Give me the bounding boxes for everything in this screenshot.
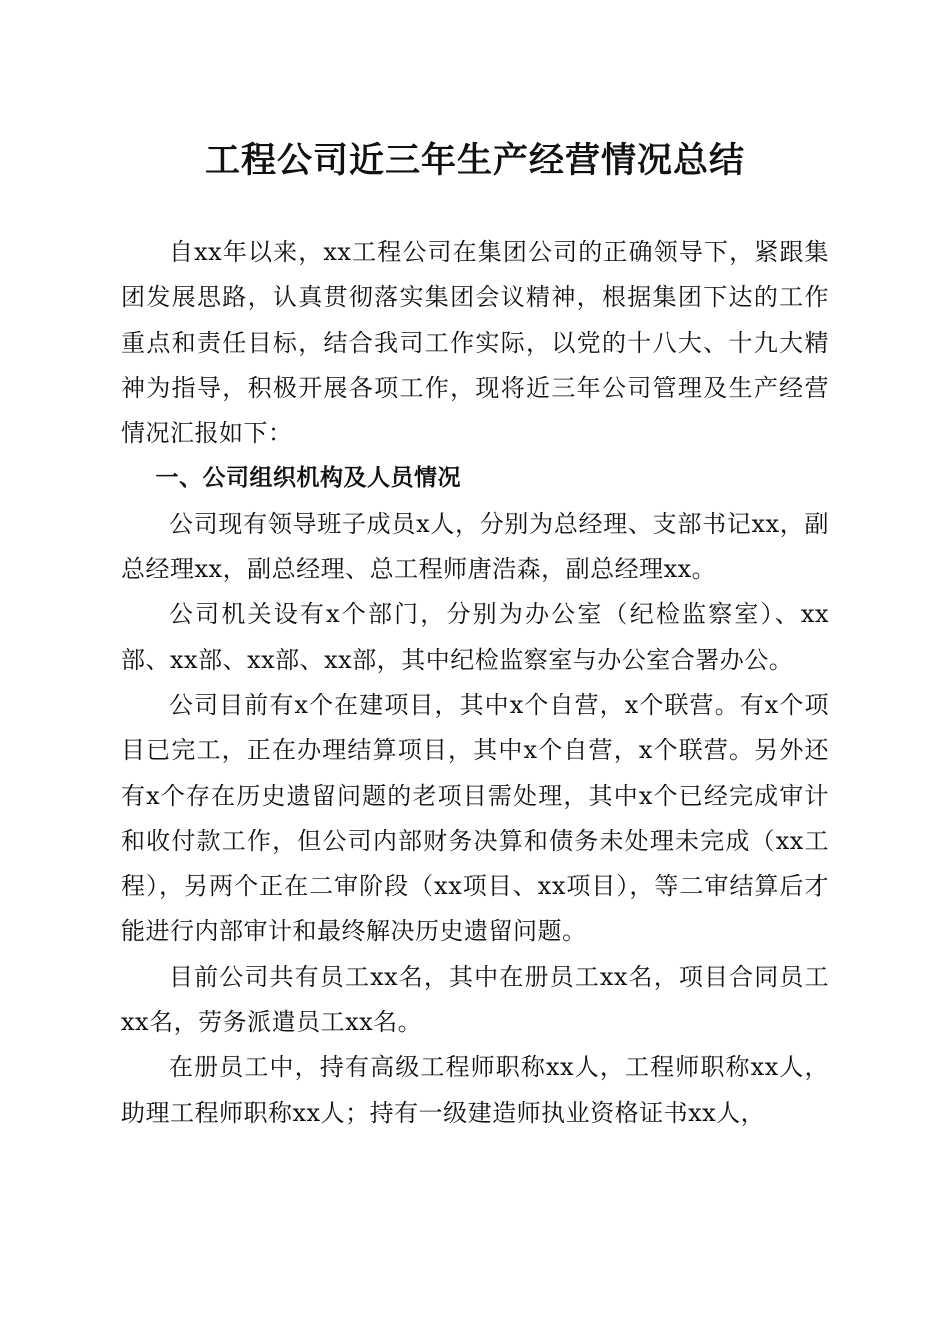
leadership-paragraph: 公司现有领导班子成员x人，分别为总经理、支部书记xx，副总经理xx，副总经理、总工程师唐浩森，副总经理xx。 (121, 509, 829, 584)
intro-paragraph: 自xx年以来，xx工程公司在集团公司的正确领导下，紧跟集团发展思路，认真贯彻落实集团会议精神，根据集团下达的工作重点和责任目标，结合我司工作实际，以党的十八大、十九大精神为指导，积极开展各项工作，现将近三年公司管理及生产经营情况汇报如下： (121, 238, 829, 448)
projects-paragraph: 公司目前有x个在建项目，其中x个自营，x个联营。有x个项目已完工，正在办理结算项目，其中x个自营，x个联营。另外还有x个存在历史遗留问题的老项目需处理，其中x个已经完成审计和收付款工作，但公司内部财务决算和债务未处理未完成（xx工程），另两个正在二审阶段（xx项目、xx项目），等二审结算后才能进行内部审计和最终解决历史遗留问题。 (121, 690, 829, 946)
document-body (121, 230, 829, 1136)
document-title: 工程公司近三年生产经营情况总结 (204, 140, 745, 181)
departments-paragraph: 公司机关设有x个部门，分别为办公室（纪检监察室）、xx部、xx部、xx部、xx部，其中纪检监察室与办公室合署办公。 (121, 600, 829, 674)
staff-paragraph: 目前公司共有员工xx名，其中在册员工xx名，项目合同员工xx名，劳务派遣员工xx名。 (121, 962, 829, 1037)
qualifications-paragraph: 在册员工中，持有高级工程师职称xx人，工程师职称xx人，助理工程师职称xx人；持有一级建造师执业资格证书xx人， (121, 1053, 829, 1127)
section-heading-organization: 一、公司组织机构及人员情况 (155, 465, 461, 492)
